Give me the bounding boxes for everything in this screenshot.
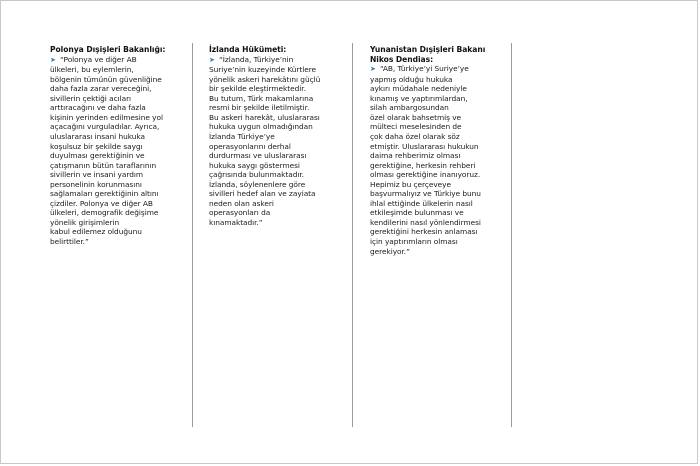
column-divider	[511, 43, 512, 427]
statement-text: “AB, Türkiye’yi Suriye’ye yapmış olduğu hukuka aykırı müdahale nedeniyle kınamış ve yaptırımlardan, silah ambargosundan özel olarak bahsetmiş ve mülteci meselesinden de çok daha özel olarak söz etmiştir. Uluslararası hukukun daima rehberimiz olması gerektiğine, herkesin rehberi olması gerektiğine inanıyoruz. Hepimiz bu çerçeveye başvurmalıyız ve Türkiye bunu ihlal ettiğinde ülkelerin nasıl etkileşimde bulunması ve kendilerini nasıl yönlendirmesi gerektiğini herkesin anlaması için yaptırımların olması gerekiyor.”	[370, 64, 481, 256]
statement-heading: Yunanistan Dışişleri Bakanı Nikos Dendias:	[370, 45, 486, 64]
column-divider	[192, 43, 193, 427]
statement-text: “İzlanda, Türkiye’nin Suriye’nin kuzeyinde Kürtlere yönelik askeri harekâtını güçlü bir şekilde eleştirmektedir. Bu tutum, Türk makamlarına resmi bir şekilde iletilmiştir. Bu askeri harekât, uluslararası hukuka uygun olmadığından İzlanda Türkiye’ye operasyonlarını derhal durdurması ve uluslararası hukuka saygı göstermesi çağrısında bulunmaktadır. İzlanda, söylenenlere göre sivilleri hedef alan ve zayiata neden olan askeri operasyonları da kınamaktadır.”	[209, 54, 321, 227]
arrow-bullet-icon: ➤	[370, 65, 376, 74]
statement-text: “Polonya ve diğer AB ülkeleri, bu eylemlerin, bölgenin tümünün güvenliğine daha fazla zarar vereceğini, sivillerin çektiği acıları arttıracağını ve daha fazla kişinin yerinden edilmesine yol açacağını vurguladılar. Ayrıca, uluslararası insani hukuka koşulsuz bir şekilde saygı duyulması gerektiğinin ve çatışmanın bütün taraflarının sivillerin ve insani yardım personelinin korunmasını sağlamaları gerektiğinin altını çizdiler. Polonya ve diğer AB ülkeleri, demografik değişime yönelik girişimlerin kabul edilemez olduğunu belirttiler.”	[50, 54, 163, 246]
statement-column-iceland	[209, 45, 339, 227]
statement-column-poland	[50, 45, 182, 247]
statement-body	[50, 55, 182, 247]
arrow-bullet-icon: ➤	[209, 55, 215, 64]
statement-body	[370, 64, 498, 256]
arrow-bullet-icon: ➤	[50, 55, 56, 64]
statement-heading: İzlanda Hükümeti:	[209, 45, 287, 54]
statement-heading: Polonya Dışişleri Bakanlığı:	[50, 45, 166, 54]
statement-column-greece	[370, 45, 498, 256]
column-divider	[352, 43, 353, 427]
statement-body	[209, 55, 339, 228]
